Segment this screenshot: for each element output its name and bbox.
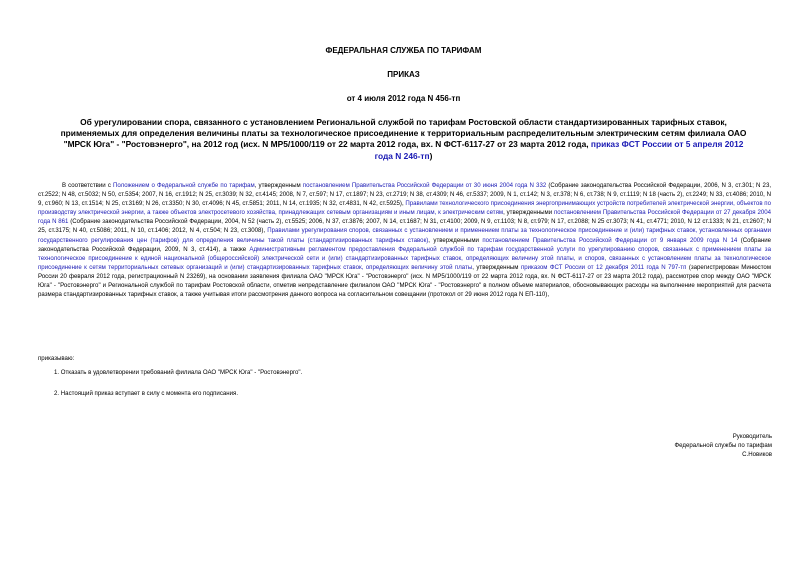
body-text: , утвержденными <box>503 209 554 217</box>
signature-name: С.Новиков <box>742 451 772 458</box>
connection-rules-link[interactable]: Правилами технологического присоединения энергопринимающих устройств потребителей электрической энергии, объектов по производству электрической энергии, а также объектов электросетевого хозяйства, принадлежащих сетевым организациям и иным лицам, к электрическим сетям <box>38 200 771 217</box>
government-decree-14-link[interactable]: постановлением Правительства Российской Федерации от 9 января 2009 года N 14 <box>482 236 738 244</box>
subject-close: ) <box>429 150 433 161</box>
body-text: (Собрание законодательства Российской Федерации, 2004, N 52 (часть 2), ст.5525; 2006, N 37, ст.3876; 2007, N 14, ст.1687; N 31, ст.4100; 2009, N 9, ст.1103; N 8, ст.979; N 17, ст.2088; N 25 ст.3073; N 41, ст.4771; 2010, N 12 ст.1333; N 21, ст.2607; N 25, ст.3175; N 40, ст.5086; 2011, N 10, ст.1406; 2012, N 4, ст.504; N 23, ст.3008), <box>38 218 771 235</box>
subject-text: Об урегулировании спора, связанного с установлением Региональной службой по тарифам Ростовской области стандартизированных тарифных ставок, применяемых для определения величины платы за технологическое присоединение к территориальным распределительным электрическим сетям филиала ОАО "МРСК Юга" - "Ростовэнерго", на 2012 год (исх. N МР5/1000/119 от 22 марта 2012 года, вх. N ФСТ-6117-27 от 23 марта 2012 года, <box>60 117 747 150</box>
signature-organization: Федеральной службы по тарифам <box>674 442 772 449</box>
government-decree-332-link[interactable]: постановлением Правительства Российской Федерации от 30 июня 2004 года N 332 <box>302 182 547 189</box>
agency-title: ФЕДЕРАЛЬНАЯ СЛУЖБА ПО ТАРИФАМ <box>325 46 482 55</box>
government-decree-861-link[interactable]: постановлением Правительства Российской Федерации от 27 декабря 2004 года N 861 <box>38 209 772 226</box>
body-text: , утвержденными <box>428 236 483 244</box>
dispute-rules-link[interactable]: Правилами урегулирования споров, связанных с установлением и применением платы за технологическое присоединение и (или) тарифных ставок, установленных органами государственного регулирования цен (тарифов) для определения величины такой платы (стандартизированных тарифных ставок) <box>38 227 771 244</box>
document-date: от 4 июля 2012 года N 456-тп <box>346 94 461 103</box>
body-text: (Собрание законодательства Российской Федерации, 2009, N 3, ст.414), а также <box>38 236 771 253</box>
document-type: ПРИКАЗ <box>387 70 420 79</box>
subject-link[interactable]: приказ ФСТ России от 5 апреля 2012 года N 246-тп <box>374 139 744 161</box>
fst-order-797-link[interactable]: приказом ФСТ России от 12 декабря 2011 года N 797-тп <box>520 263 687 271</box>
decree-item-2: 2. Настоящий приказ вступает в силу с момента его подписания. <box>54 390 239 397</box>
signature-title: Руководитель <box>732 433 772 440</box>
body-text: (Собрание законодательства Российской Федерации, 2006, N 3, ст.301; N 23, ст.2522; N 48, ст.5032; N 50, ст.5354; 2007, N 16, ст.1912; N 25, ст.3039; N 32, ст.4145; 2008, N 7, ст.597; N 17, ст.1897; N 23, ст.2719; N 38, ст.4309; N 46, ст.5337; 2009, N 1, ст.142; N 3, ст.378; N 6, ст.738; N 9, ст.1119; N 18 (часть 2), ст.2249; N 33, ст.4086; 2010, N 9, ст.960; N 13, ст.1514; N 25, ст.3169; N 26, ст.3350; N 30, ст.4096; N 45, ст.5851; 2011, N 14, ст.1935; N 32, ст.4831, N 42, ст.5925), <box>38 182 772 208</box>
administrative-regulation-link[interactable]: Административным регламентом предоставления Федеральной службой по тарифам государственной услуги по урегулированию споров, связанных с применением платы за технологическое присоединение к единой национальной (общероссийской) электрической сети и (или) стандартизированных тарифных ставок, определяющих величину этой платы, и споров, связанных с установлением платы за технологическое присоединение к сетям территориальных сетевых организаций и (или) стандартизированных тарифных ставок, определяющих величину этой платы <box>38 245 771 271</box>
body-text: В соответствии с <box>62 182 113 189</box>
document-subject <box>58 117 749 162</box>
decree-label: приказываю: <box>38 355 75 362</box>
fst-regulation-link[interactable]: Положением о Федеральной службе по тарифам <box>112 182 255 189</box>
body-text: , утвержденным <box>254 182 303 189</box>
preamble-paragraph <box>38 181 771 299</box>
decree-item-1: 1. Отказать в удовлетворении требований филиала ОАО "МРСК Юга" - "Ростовэнерго". <box>54 369 303 376</box>
body-text: (зарегистрирован Минюстом России 20 февраля 2012 года, регистрационный N 23269), на основании заявления филиала ОАО "МРСК Юга" - "Ростовэнерго" (исх. N МР5/1000/119 от 22 марта 2012 года, вх. N ФСТ-6117-27 от 23 марта 2012 года), рассмотрев спор между ОАО "МРСК Юга" - "Ростовэнерго" и Региональной службой по тарифам Ростовской области, отметив непредставление филиалом ОАО "МРСК Юга" - "Ростовэнерго" в полном объеме материалов, обосновывающих расходы на выполнение мероприятий для расчета размера стандартизированных тарифных ставок, а также учитывая итоги рассмотрения данного вопроса на согласительном совещании (протокол от 29 июня 2012 года N ЕП-110), <box>38 263 772 299</box>
body-text: , утвержденным <box>472 263 521 271</box>
